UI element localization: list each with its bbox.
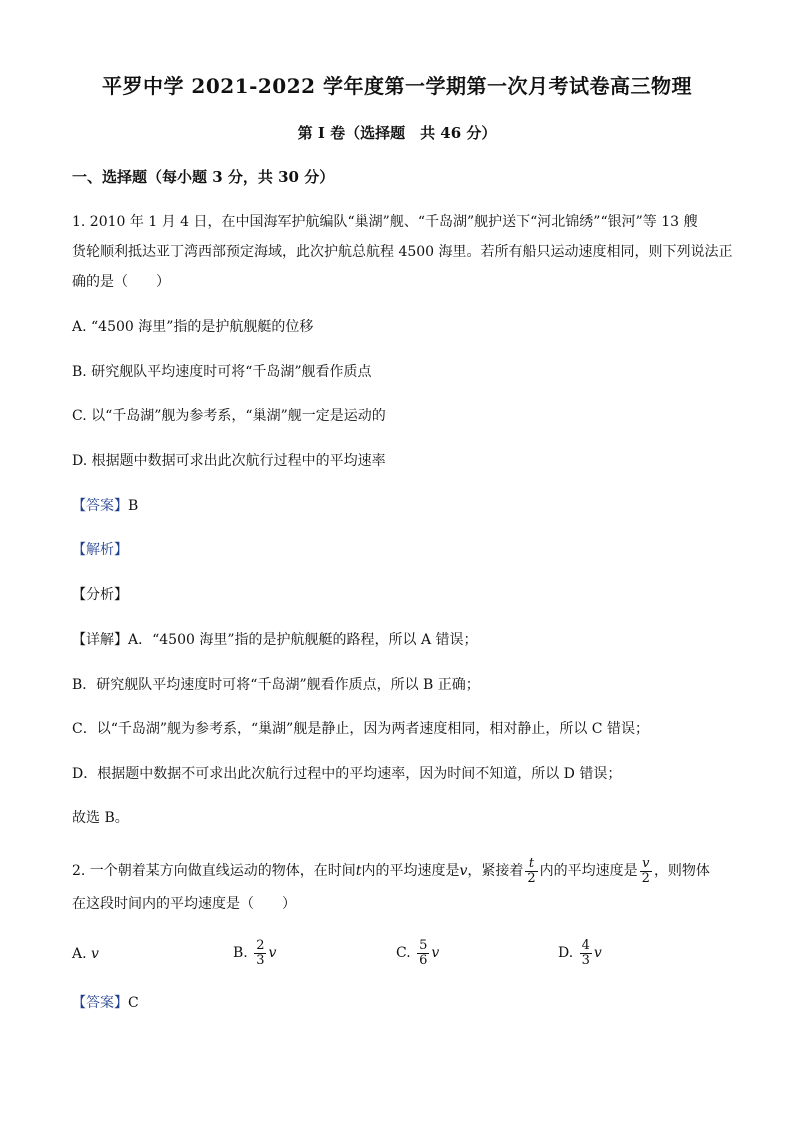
answer-value: B xyxy=(128,498,139,514)
fraction-5-over-6 xyxy=(417,939,429,968)
fraction-denominator: 2 xyxy=(527,870,536,886)
q1-jiexi-tag: 【解析】 xyxy=(72,542,128,558)
option-label: C. xyxy=(396,945,411,961)
q1-stem-line1: 1. 2010 年 1 月 4 日，在中国海军护航编队“巢湖”舰、“千岛湖”舰护送下“河北锦绣”“银河”等 13 艘 xyxy=(72,214,698,230)
q2-stem-part5: ，则物体 xyxy=(653,863,710,879)
fraction-numerator: 2 xyxy=(256,937,265,953)
fraction-denominator: 6 xyxy=(419,952,428,968)
fraction-denominator: 3 xyxy=(256,952,265,968)
option-value: v xyxy=(91,946,99,962)
q2-option-b xyxy=(233,935,276,971)
q1-detail-c: C．以“千岛湖”舰为参考系，“巢湖”舰是静止，因为两者速度相同，相对静止，所以 C 错误； xyxy=(72,721,649,737)
q1-detail-a xyxy=(72,630,478,650)
fraction-v-over-2 xyxy=(640,857,652,886)
answer-tag: 【答案】 xyxy=(72,995,128,1011)
q1-option-c: C. 以“千岛湖”舰为参考系，“巢湖”舰一定是运动的 xyxy=(72,408,386,424)
q1-detail-b: B．研究舰队平均速度时可将“千岛湖”舰看作质点，所以 B 正确； xyxy=(72,677,480,693)
q1-option-d: D. 根据题中数据可求出此次航行过程中的平均速率 xyxy=(72,453,386,469)
fraction-numerator: 5 xyxy=(419,937,428,953)
q1-fenxi-tag: 【分析】 xyxy=(72,587,128,603)
fraction-numerator: 4 xyxy=(581,937,590,953)
q2-option-c xyxy=(396,935,439,971)
option-label: A. xyxy=(72,946,87,962)
fraction-numerator: t xyxy=(528,855,535,871)
q2-var-v: v xyxy=(459,863,468,879)
fraction-t-over-2 xyxy=(525,857,537,886)
fraction-denominator: 3 xyxy=(581,952,590,968)
q2-stem-part1: 2. 一个朝着某方向做直线运动的物体，在时间 xyxy=(72,863,356,879)
q1-stem-line2: 货轮顺利抵达亚丁湾西部预定海域，此次护航总航程 4500 海里。若所有船只运动速度相同，则下列说法正 xyxy=(72,244,733,260)
detail-tag: 【详解】 xyxy=(72,632,128,648)
q2-answer xyxy=(72,993,139,1013)
fraction-4-over-3 xyxy=(580,939,592,968)
fraction-2-over-3 xyxy=(254,939,266,968)
q2-option-a xyxy=(72,944,99,964)
q2-var-t: t xyxy=(355,863,362,879)
q2-stem-line2: 在这段时间内的平均速度是（ ） xyxy=(72,896,296,912)
section-title: 第 I 卷（选择题 共 46 分） xyxy=(297,124,497,142)
q2-option-d xyxy=(558,935,602,971)
option-label: B. xyxy=(233,945,248,961)
q2-stem-part4: 内的平均速度是 xyxy=(539,863,638,879)
q2-stem-part3: ，紧接着 xyxy=(467,863,524,879)
option-var-v: v xyxy=(431,945,440,961)
option-var-v: v xyxy=(593,945,602,961)
answer-tag: 【答案】 xyxy=(72,498,128,514)
q1-conclusion: 故选 B。 xyxy=(72,810,129,826)
q2-stem-line1 xyxy=(72,856,710,886)
detail-a-text: A．“4500 海里”指的是护航舰艇的路程，所以 A 错误； xyxy=(128,632,478,648)
answer-value: C xyxy=(128,995,139,1011)
fraction-numerator: v xyxy=(642,855,650,871)
q1-stem-line3: 确的是（ ） xyxy=(72,274,170,290)
q1-answer xyxy=(72,496,138,516)
part-title: 一、选择题（每小题 3 分，共 30 分） xyxy=(72,168,335,186)
q1-option-a: A. “4500 海里”指的是护航舰艇的位移 xyxy=(72,319,314,335)
q2-stem-part2: 内的平均速度是 xyxy=(361,863,460,879)
option-label: D. xyxy=(558,945,574,961)
fraction-denominator: 2 xyxy=(641,870,650,886)
page-title: 平罗中学 2021-2022 学年度第一学期第一次月考试卷高三物理 xyxy=(101,74,693,98)
option-var-v: v xyxy=(268,945,277,961)
q1-detail-d: D．根据题中数据不可求出此次航行过程中的平均速率，因为时间不知道，所以 D 错误； xyxy=(72,766,622,782)
q1-option-b: B. 研究舰队平均速度时可将“千岛湖”舰看作质点 xyxy=(72,364,372,380)
